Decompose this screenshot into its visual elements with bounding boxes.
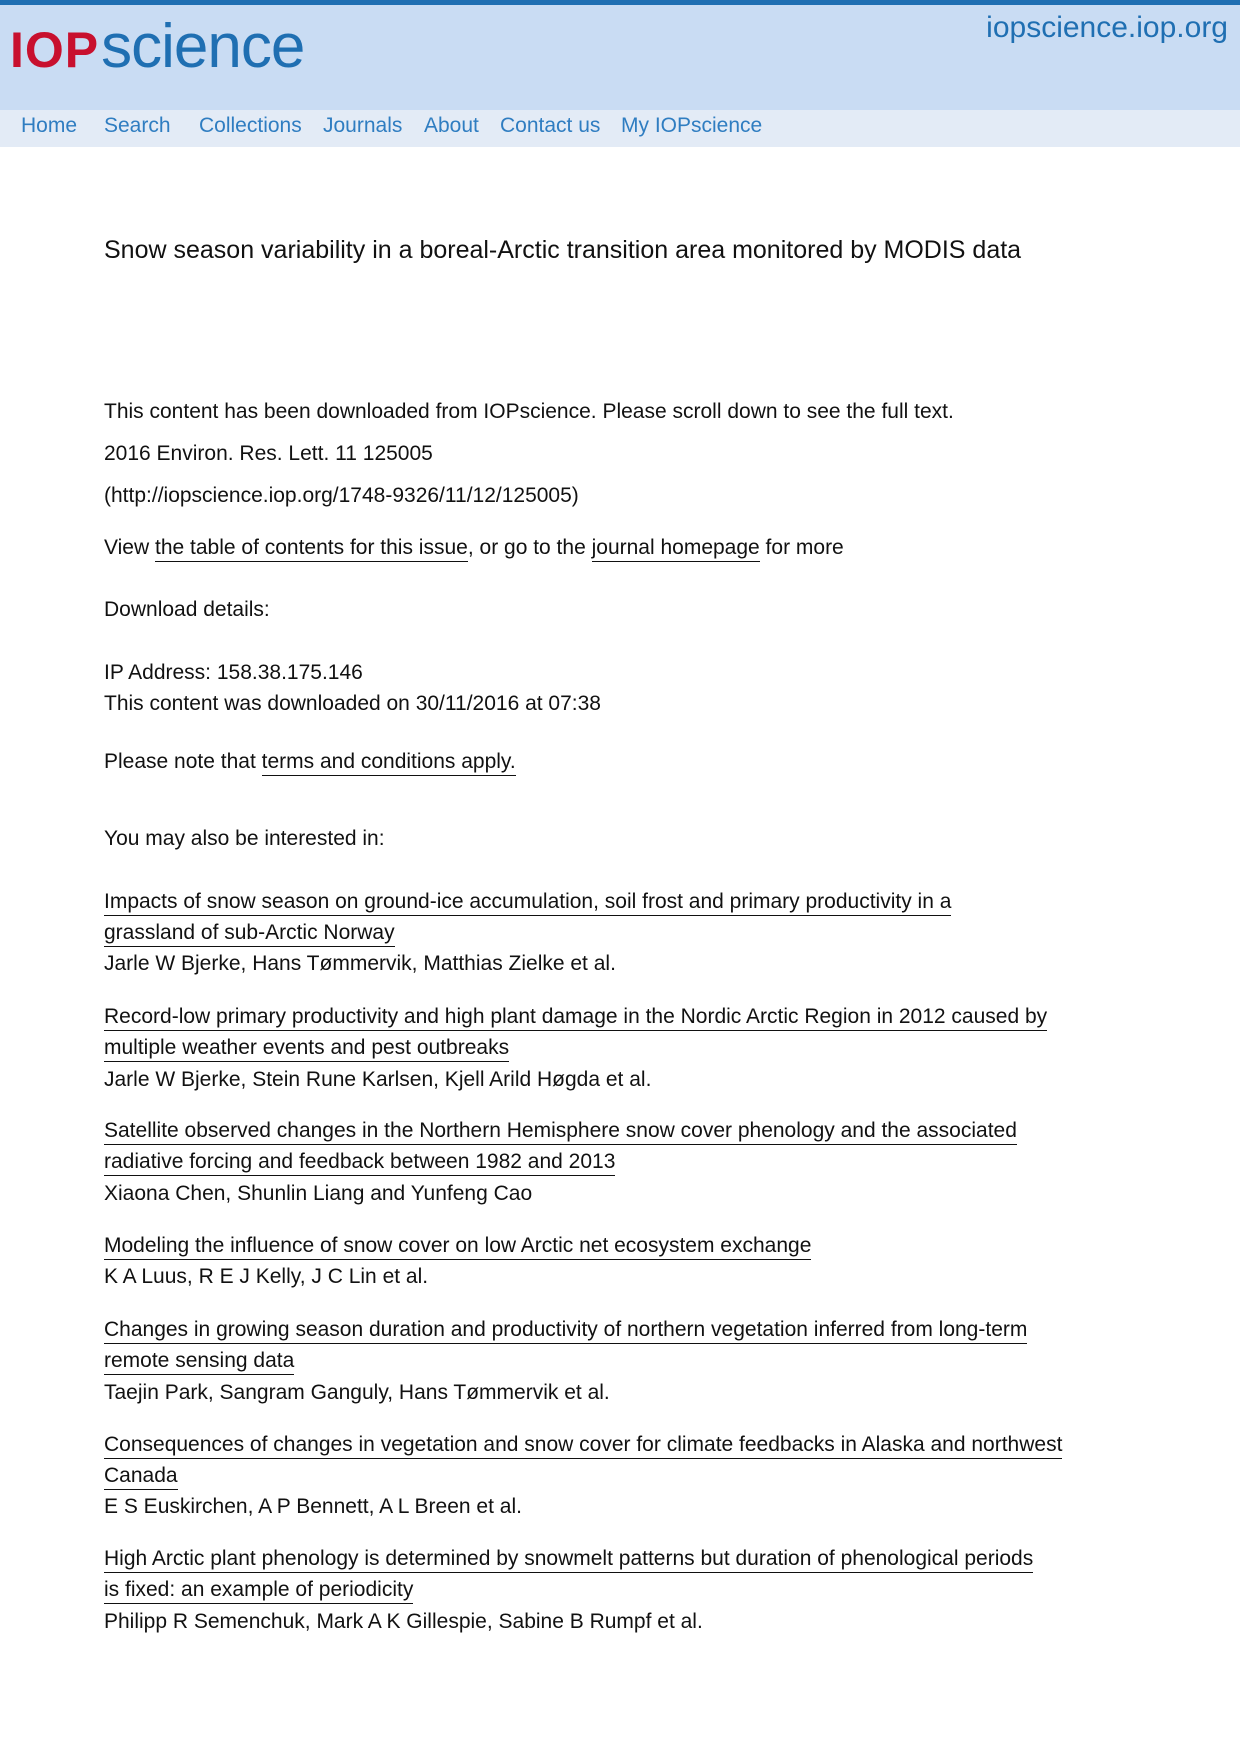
related-title-4-line-1[interactable]: Modeling the influence of snow cover on low Arctic net ecosystem exchange bbox=[104, 1234, 811, 1260]
related-title-7-line-1[interactable]: High Arctic plant phenology is determined by snowmelt patterns but duration of phenological periods bbox=[104, 1547, 1033, 1573]
logo-science-text: science bbox=[101, 12, 305, 81]
related-title-1-line-2[interactable]: grassland of sub-Arctic Norway bbox=[104, 921, 395, 947]
related-title-1[interactable] bbox=[104, 886, 951, 948]
journal-homepage-link[interactable]: journal homepage bbox=[592, 536, 760, 562]
related-title-3-line-2[interactable]: radiative forcing and feedback between 1982 and 2013 bbox=[104, 1150, 615, 1176]
article-url: (http://iopscience.iop.org/1748-9326/11/12/125005) bbox=[104, 484, 579, 507]
related-title-6[interactable] bbox=[104, 1429, 1062, 1491]
download-notice: This content has been downloaded from IOPscience. Please scroll down to see the full text. bbox=[104, 400, 954, 423]
related-title-3[interactable] bbox=[104, 1115, 1017, 1177]
terms-link[interactable]: terms and conditions apply. bbox=[262, 750, 516, 776]
related-title-2-line-2[interactable]: multiple weather events and pest outbreaks bbox=[104, 1036, 509, 1062]
related-title-7-line-2[interactable]: is fixed: an example of periodicity bbox=[104, 1578, 413, 1604]
related-title-7[interactable] bbox=[104, 1543, 1033, 1605]
interested-heading: You may also be interested in: bbox=[104, 827, 385, 850]
related-authors-4: K A Luus, R E J Kelly, J C Lin et al. bbox=[104, 1265, 429, 1288]
nav-collections[interactable]: Collections bbox=[199, 114, 302, 137]
view-links-line bbox=[104, 536, 844, 560]
related-authors-2: Jarle W Bjerke, Stein Rune Karlsen, Kjell Arild Høgda et al. bbox=[104, 1068, 652, 1091]
related-title-4[interactable] bbox=[104, 1230, 811, 1261]
related-title-5-line-2[interactable]: remote sensing data bbox=[104, 1349, 294, 1375]
related-title-6-line-2[interactable]: Canada bbox=[104, 1464, 178, 1490]
toc-link[interactable]: the table of contents for this issue bbox=[155, 536, 468, 562]
related-title-5-line-1[interactable]: Changes in growing season duration and productivity of northern vegetation inferred from long-term bbox=[104, 1318, 1027, 1344]
nav-about[interactable]: About bbox=[424, 114, 479, 137]
related-title-2[interactable] bbox=[104, 1001, 1047, 1063]
view-suffix: for more bbox=[759, 536, 844, 559]
nav-journals[interactable]: Journals bbox=[323, 114, 403, 137]
related-authors-5: Taejin Park, Sangram Ganguly, Hans Tømmervik et al. bbox=[104, 1381, 610, 1404]
citation: 2016 Environ. Res. Lett. 11 125005 bbox=[104, 442, 433, 465]
main-nav bbox=[0, 110, 1240, 147]
related-authors-7: Philipp R Semenchuk, Mark A K Gillespie, Sabine B Rumpf et al. bbox=[104, 1610, 703, 1633]
ip-address: IP Address: 158.38.175.146 bbox=[104, 661, 363, 684]
article-title: Snow season variability in a boreal-Arctic transition area monitored by MODIS data bbox=[104, 236, 1022, 264]
nav-search[interactable]: Search bbox=[104, 114, 171, 137]
related-title-2-line-1[interactable]: Record-low primary productivity and high plant damage in the Nordic Arctic Region in 2012 caused by bbox=[104, 1005, 1047, 1031]
related-title-3-line-1[interactable]: Satellite observed changes in the Northern Hemisphere snow cover phenology and the associated bbox=[104, 1119, 1017, 1145]
view-middle: , or go to the bbox=[467, 536, 592, 559]
view-prefix: View bbox=[104, 536, 155, 559]
download-details-heading: Download details: bbox=[104, 598, 270, 621]
terms-line bbox=[104, 750, 516, 774]
nav-contact-us[interactable]: Contact us bbox=[500, 114, 601, 137]
downloaded-on: This content was downloaded on 30/11/2016 at 07:38 bbox=[104, 692, 601, 715]
nav-my-iopscience[interactable]: My IOPscience bbox=[621, 114, 763, 137]
note-prefix: Please note that bbox=[104, 750, 262, 773]
related-authors-1: Jarle W Bjerke, Hans Tømmervik, Matthias Zielke et al. bbox=[104, 952, 616, 975]
related-authors-3: Xiaona Chen, Shunlin Liang and Yunfeng Cao bbox=[104, 1182, 533, 1205]
site-url-link[interactable]: iopscience.iop.org bbox=[986, 11, 1228, 44]
site-header bbox=[0, 0, 1240, 110]
iopscience-logo[interactable] bbox=[10, 12, 305, 81]
related-authors-6: E S Euskirchen, A P Bennett, A L Breen et al. bbox=[104, 1495, 522, 1518]
related-title-5[interactable] bbox=[104, 1314, 1027, 1376]
nav-home[interactable]: Home bbox=[21, 114, 78, 137]
related-title-1-line-1[interactable]: Impacts of snow season on ground-ice accumulation, soil frost and primary productivity in a bbox=[104, 890, 951, 916]
logo-iop-text: IOP bbox=[10, 22, 100, 78]
related-title-6-line-1[interactable]: Consequences of changes in vegetation and snow cover for climate feedbacks in Alaska and northwest bbox=[104, 1433, 1062, 1459]
